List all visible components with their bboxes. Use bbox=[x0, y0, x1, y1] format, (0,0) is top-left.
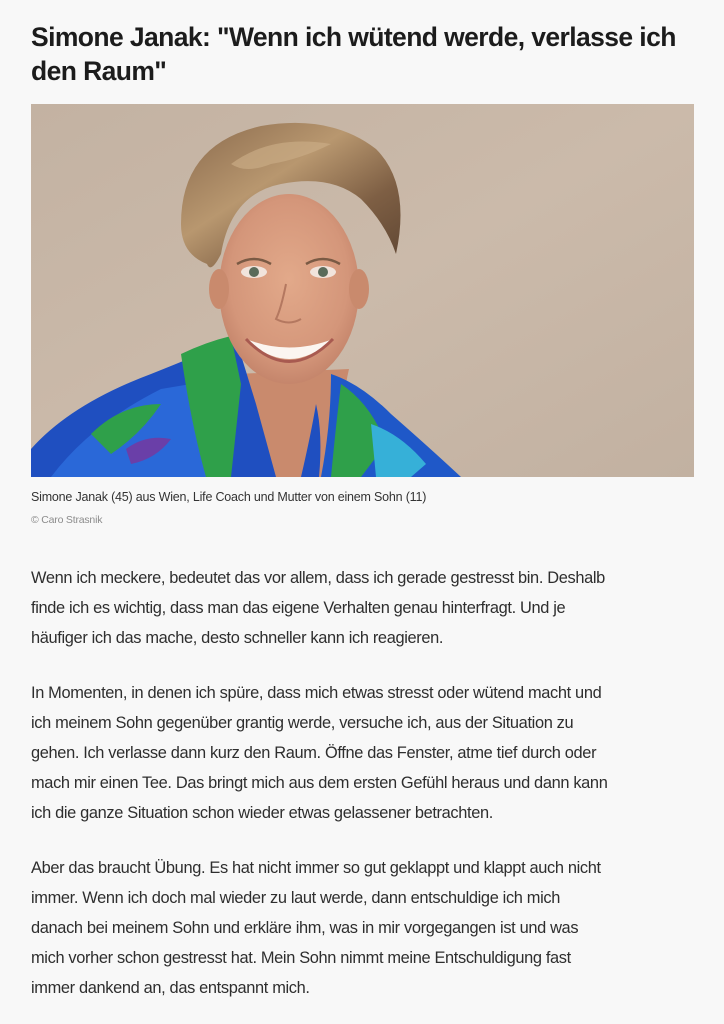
paragraph-line: häufiger ich das mache, desto schneller kann ich reagieren. bbox=[31, 629, 444, 647]
headline-line: den Raum" bbox=[31, 56, 167, 86]
body-paragraph bbox=[31, 678, 701, 828]
portrait-illustration bbox=[31, 104, 694, 477]
paragraph-line: Aber das braucht Übung. Es hat nicht immer so gut geklappt und klappt auch nicht bbox=[31, 859, 601, 877]
photo-caption: Simone Janak (45) aus Wien, Life Coach und Mutter von einem Sohn (11) bbox=[31, 490, 427, 504]
article-photo bbox=[31, 104, 694, 477]
paragraph-line: immer dankend an, das entspannt mich. bbox=[31, 979, 310, 997]
body-paragraph bbox=[31, 563, 701, 653]
paragraph-line: mach mir einen Tee. Das bringt mich aus dem ersten Gefühl heraus und dann kann bbox=[31, 774, 608, 792]
photo-credit: © Caro Strasnik bbox=[31, 514, 103, 526]
paragraph-line: finde ich es wichtig, dass man das eigene Verhalten genau hinterfragt. Und je bbox=[31, 599, 566, 617]
paragraph-line: ich die ganze Situation schon wieder etwas gelassener betrachten. bbox=[31, 804, 493, 822]
headline-line: Simone Janak: "Wenn ich wütend werde, verlasse ich bbox=[31, 22, 676, 52]
body-paragraph bbox=[31, 853, 701, 1003]
paragraph-line: danach bei meinem Sohn und erkläre ihm, was in mir vorgegangen ist und was bbox=[31, 919, 579, 937]
paragraph-line: Wenn ich meckere, bedeutet das vor allem, dass ich gerade gestresst bin. Deshalb bbox=[31, 569, 605, 587]
paragraph-line: immer. Wenn ich doch mal wieder zu laut werde, dann entschuldige ich mich bbox=[31, 889, 560, 907]
paragraph-line: ich meinem Sohn gegenüber grantig werde, versuche ich, aus der Situation zu bbox=[31, 714, 574, 732]
paragraph-line: gehen. Ich verlasse dann kurz den Raum. Öffne das Fenster, atme tief durch oder bbox=[31, 744, 597, 762]
article-headline bbox=[31, 20, 711, 88]
paragraph-line: In Momenten, in denen ich spüre, dass mich etwas stresst oder wütend macht und bbox=[31, 684, 602, 702]
paragraph-line: mich vorher schon gestresst hat. Mein Sohn nimmt meine Entschuldigung fast bbox=[31, 949, 571, 967]
